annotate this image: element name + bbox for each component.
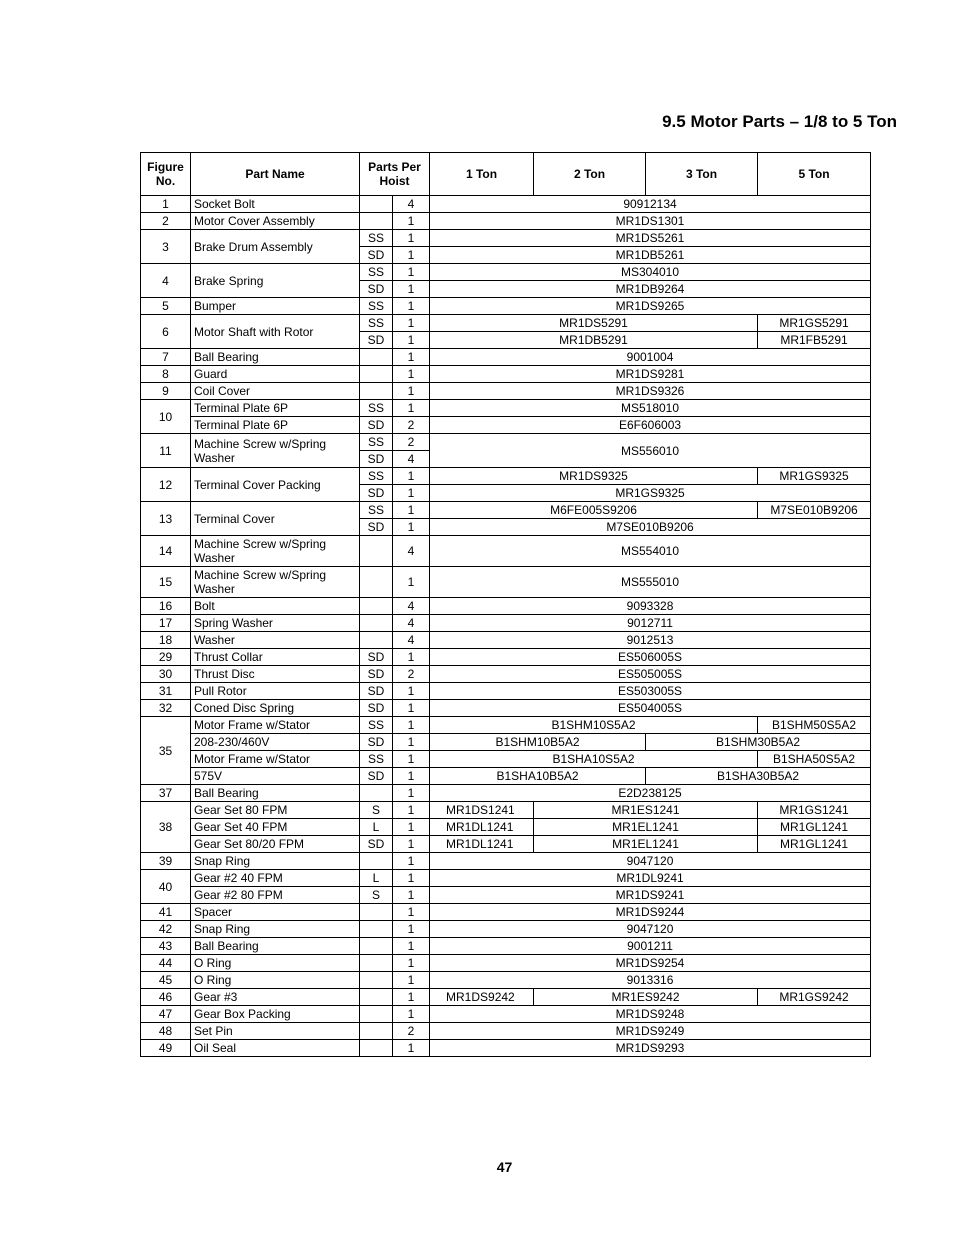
part-number-3-5-ton: B1SHM30B5A2 bbox=[646, 734, 871, 751]
page-number: 47 bbox=[496, 1159, 513, 1175]
figure-number: 9 bbox=[141, 383, 191, 400]
table-row bbox=[141, 298, 871, 315]
part-number-all-tons: E2D238125 bbox=[430, 785, 871, 802]
header-part-name: Part Name bbox=[191, 153, 360, 196]
figure-number: 46 bbox=[141, 989, 191, 1006]
parts-per-hoist: 1 bbox=[393, 349, 430, 366]
part-name: Gear Set 80/20 FPM bbox=[191, 836, 360, 853]
figure-number: 48 bbox=[141, 1023, 191, 1040]
part-name: Gear Box Packing bbox=[191, 1006, 360, 1023]
variant-code: SS bbox=[360, 315, 393, 332]
table-row bbox=[141, 434, 871, 451]
variant-code bbox=[360, 989, 393, 1006]
variant-code bbox=[360, 785, 393, 802]
variant-code: SS bbox=[360, 434, 393, 451]
figure-number: 8 bbox=[141, 366, 191, 383]
variant-code: SD bbox=[360, 332, 393, 349]
part-number-all-tons: ES504005S bbox=[430, 700, 871, 717]
table-row bbox=[141, 734, 871, 751]
part-number-1-ton: MR1DL1241 bbox=[430, 819, 534, 836]
table-row bbox=[141, 213, 871, 230]
part-name: Brake Spring bbox=[191, 264, 360, 298]
part-number-all-tons: 9047120 bbox=[430, 921, 871, 938]
part-number-all-tons: MR1DS5261 bbox=[430, 230, 871, 247]
figure-number: 38 bbox=[141, 802, 191, 853]
variant-code bbox=[360, 938, 393, 955]
parts-per-hoist: 1 bbox=[393, 870, 430, 887]
part-number-all-tons: 9047120 bbox=[430, 853, 871, 870]
part-number-all-tons: MR1DS1301 bbox=[430, 213, 871, 230]
part-number-all-tons: E6F606003 bbox=[430, 417, 871, 434]
part-name: Washer bbox=[191, 632, 360, 649]
table-row bbox=[141, 264, 871, 281]
parts-per-hoist: 1 bbox=[393, 485, 430, 502]
table-row bbox=[141, 567, 871, 598]
part-name: O Ring bbox=[191, 972, 360, 989]
part-name: Terminal Cover Packing bbox=[191, 468, 360, 502]
variant-code: SS bbox=[360, 717, 393, 734]
part-number-all-tons: 9001211 bbox=[430, 938, 871, 955]
variant-code bbox=[360, 196, 393, 213]
parts-per-hoist: 1 bbox=[393, 683, 430, 700]
part-number-5-ton: MR1GS1241 bbox=[758, 802, 871, 819]
parts-per-hoist: 4 bbox=[393, 615, 430, 632]
variant-code bbox=[360, 853, 393, 870]
part-number-5-ton: MR1GS9325 bbox=[758, 468, 871, 485]
part-name: Spring Washer bbox=[191, 615, 360, 632]
variant-code: SD bbox=[360, 519, 393, 536]
parts-per-hoist: 1 bbox=[393, 989, 430, 1006]
variant-code bbox=[360, 366, 393, 383]
part-name: Snap Ring bbox=[191, 853, 360, 870]
variant-code bbox=[360, 536, 393, 567]
part-name: Coil Cover bbox=[191, 383, 360, 400]
variant-code bbox=[360, 1023, 393, 1040]
variant-code bbox=[360, 1040, 393, 1057]
variant-code: L bbox=[360, 819, 393, 836]
parts-per-hoist: 1 bbox=[393, 853, 430, 870]
part-name: 208-230/460V bbox=[191, 734, 360, 751]
header-figure-no: Figure No. bbox=[141, 153, 191, 196]
variant-code: SS bbox=[360, 751, 393, 768]
variant-code: SD bbox=[360, 666, 393, 683]
variant-code: SD bbox=[360, 485, 393, 502]
page-title: 9.5 Motor Parts – 1/8 to 5 Ton bbox=[662, 112, 897, 131]
parts-per-hoist: 1 bbox=[393, 315, 430, 332]
parts-per-hoist: 4 bbox=[393, 536, 430, 567]
part-name: Gear #2 80 FPM bbox=[191, 887, 360, 904]
parts-per-hoist: 4 bbox=[393, 632, 430, 649]
part-number-1-ton: MR1DL1241 bbox=[430, 836, 534, 853]
table-row bbox=[141, 955, 871, 972]
part-number-all-tons: ES506005S bbox=[430, 649, 871, 666]
parts-per-hoist: 1 bbox=[393, 768, 430, 785]
part-name: Ball Bearing bbox=[191, 785, 360, 802]
header-2-ton: 2 Ton bbox=[534, 153, 646, 196]
parts-per-hoist: 1 bbox=[393, 519, 430, 536]
table-row bbox=[141, 887, 871, 904]
part-number-all-tons: MR1DB5261 bbox=[430, 247, 871, 264]
figure-number: 43 bbox=[141, 938, 191, 955]
part-name: Bolt bbox=[191, 598, 360, 615]
table-row bbox=[141, 751, 871, 768]
part-number-1-ton: MR1DS1241 bbox=[430, 802, 534, 819]
part-name: 575V bbox=[191, 768, 360, 785]
part-number-all-tons: MR1DS9241 bbox=[430, 887, 871, 904]
figure-number: 4 bbox=[141, 264, 191, 298]
part-number-5-ton: B1SHA50S5A2 bbox=[758, 751, 871, 768]
part-name: Gear Set 80 FPM bbox=[191, 802, 360, 819]
table-row bbox=[141, 768, 871, 785]
part-number-1-2-ton: B1SHM10B5A2 bbox=[430, 734, 646, 751]
parts-per-hoist: 1 bbox=[393, 734, 430, 751]
parts-per-hoist: 1 bbox=[393, 649, 430, 666]
part-number-all-tons: MR1DS9293 bbox=[430, 1040, 871, 1057]
parts-per-hoist: 1 bbox=[393, 717, 430, 734]
variant-code bbox=[360, 383, 393, 400]
figure-number: 37 bbox=[141, 785, 191, 802]
part-number-all-tons: MR1DB9264 bbox=[430, 281, 871, 298]
part-number-all-tons: MR1GS9325 bbox=[430, 485, 871, 502]
variant-code: SD bbox=[360, 768, 393, 785]
variant-code bbox=[360, 632, 393, 649]
table-row bbox=[141, 666, 871, 683]
part-number-all-tons: MR1DS9281 bbox=[430, 366, 871, 383]
figure-number: 2 bbox=[141, 213, 191, 230]
part-name: Ball Bearing bbox=[191, 349, 360, 366]
part-name: Gear #3 bbox=[191, 989, 360, 1006]
variant-code: SD bbox=[360, 451, 393, 468]
figure-number: 44 bbox=[141, 955, 191, 972]
part-name: Ball Bearing bbox=[191, 938, 360, 955]
parts-per-hoist: 1 bbox=[393, 802, 430, 819]
parts-per-hoist: 1 bbox=[393, 468, 430, 485]
figure-number: 31 bbox=[141, 683, 191, 700]
table-row bbox=[141, 717, 871, 734]
table-row bbox=[141, 836, 871, 853]
part-name: Thrust Disc bbox=[191, 666, 360, 683]
table-body bbox=[141, 196, 871, 1057]
variant-code bbox=[360, 904, 393, 921]
figure-number: 35 bbox=[141, 717, 191, 785]
figure-number: 39 bbox=[141, 853, 191, 870]
figure-number: 10 bbox=[141, 400, 191, 434]
part-number-1-3-ton: MR1DS9325 bbox=[430, 468, 758, 485]
part-name: Motor Shaft with Rotor bbox=[191, 315, 360, 349]
variant-code bbox=[360, 567, 393, 598]
parts-per-hoist: 1 bbox=[393, 567, 430, 598]
figure-number: 14 bbox=[141, 536, 191, 567]
part-number-all-tons: 90912134 bbox=[430, 196, 871, 213]
part-name: Snap Ring bbox=[191, 921, 360, 938]
figure-number: 15 bbox=[141, 567, 191, 598]
variant-code: L bbox=[360, 870, 393, 887]
figure-number: 11 bbox=[141, 434, 191, 468]
parts-per-hoist: 4 bbox=[393, 598, 430, 615]
part-name: Pull Rotor bbox=[191, 683, 360, 700]
table-row bbox=[141, 1040, 871, 1057]
parts-per-hoist: 2 bbox=[393, 666, 430, 683]
parts-per-hoist: 1 bbox=[393, 751, 430, 768]
part-number-all-tons: MS555010 bbox=[430, 567, 871, 598]
part-number-all-tons: MS554010 bbox=[430, 536, 871, 567]
part-name: Terminal Plate 6P bbox=[191, 417, 360, 434]
parts-per-hoist: 1 bbox=[393, 247, 430, 264]
figure-number: 12 bbox=[141, 468, 191, 502]
part-number-all-tons: MR1DS9244 bbox=[430, 904, 871, 921]
part-number-1-3-ton: MR1DS5291 bbox=[430, 315, 758, 332]
table-row bbox=[141, 632, 871, 649]
part-name: Motor Cover Assembly bbox=[191, 213, 360, 230]
variant-code bbox=[360, 598, 393, 615]
variant-code: S bbox=[360, 802, 393, 819]
header-1-ton: 1 Ton bbox=[430, 153, 534, 196]
figure-number: 29 bbox=[141, 649, 191, 666]
part-number-all-tons: 9001004 bbox=[430, 349, 871, 366]
part-number-3-5-ton: B1SHA30B5A2 bbox=[646, 768, 871, 785]
parts-per-hoist: 1 bbox=[393, 383, 430, 400]
parts-per-hoist: 1 bbox=[393, 213, 430, 230]
part-name: Brake Drum Assembly bbox=[191, 230, 360, 264]
figure-number: 41 bbox=[141, 904, 191, 921]
part-number-all-tons: MR1DS9248 bbox=[430, 1006, 871, 1023]
parts-per-hoist: 1 bbox=[393, 785, 430, 802]
motor-parts-table bbox=[140, 152, 871, 1057]
part-number-all-tons: ES505005S bbox=[430, 666, 871, 683]
variant-code: SD bbox=[360, 683, 393, 700]
variant-code: SS bbox=[360, 400, 393, 417]
part-name: Motor Frame w/Stator bbox=[191, 717, 360, 734]
parts-per-hoist: 1 bbox=[393, 298, 430, 315]
table-row bbox=[141, 870, 871, 887]
table-header-row bbox=[141, 153, 871, 196]
table-row bbox=[141, 853, 871, 870]
part-number-1-3-ton: B1SHM10S5A2 bbox=[430, 717, 758, 734]
variant-code bbox=[360, 349, 393, 366]
parts-per-hoist: 1 bbox=[393, 904, 430, 921]
part-number-all-tons: MS518010 bbox=[430, 400, 871, 417]
part-name: Thrust Collar bbox=[191, 649, 360, 666]
part-number-all-tons: 9093328 bbox=[430, 598, 871, 615]
part-number-all-tons: M7SE010B9206 bbox=[430, 519, 871, 536]
parts-per-hoist: 1 bbox=[393, 972, 430, 989]
part-name: Motor Frame w/Stator bbox=[191, 751, 360, 768]
part-number-5-ton: M7SE010B9206 bbox=[758, 502, 871, 519]
part-number-5-ton: MR1GS5291 bbox=[758, 315, 871, 332]
figure-number: 18 bbox=[141, 632, 191, 649]
table-row bbox=[141, 366, 871, 383]
variant-code: SD bbox=[360, 247, 393, 264]
variant-code: SS bbox=[360, 230, 393, 247]
figure-number: 7 bbox=[141, 349, 191, 366]
part-number-all-tons: MR1DS9326 bbox=[430, 383, 871, 400]
part-number-all-tons: MR1DS9254 bbox=[430, 955, 871, 972]
parts-per-hoist: 2 bbox=[393, 434, 430, 451]
table-row bbox=[141, 502, 871, 519]
table-row bbox=[141, 904, 871, 921]
parts-per-hoist: 1 bbox=[393, 836, 430, 853]
variant-code: SD bbox=[360, 417, 393, 434]
part-number-1-3-ton: M6FE005S9206 bbox=[430, 502, 758, 519]
parts-per-hoist: 1 bbox=[393, 887, 430, 904]
table-row bbox=[141, 700, 871, 717]
figure-number: 13 bbox=[141, 502, 191, 536]
part-number-1-ton: MR1DS9242 bbox=[430, 989, 534, 1006]
parts-per-hoist: 1 bbox=[393, 230, 430, 247]
figure-number: 1 bbox=[141, 196, 191, 213]
variant-code: SS bbox=[360, 468, 393, 485]
part-name: Gear Set 40 FPM bbox=[191, 819, 360, 836]
parts-per-hoist: 1 bbox=[393, 819, 430, 836]
parts-per-hoist: 2 bbox=[393, 1023, 430, 1040]
figure-number: 47 bbox=[141, 1006, 191, 1023]
part-number-5-ton: MR1GL1241 bbox=[758, 819, 871, 836]
table-row bbox=[141, 921, 871, 938]
parts-per-hoist: 1 bbox=[393, 921, 430, 938]
figure-number: 17 bbox=[141, 615, 191, 632]
variant-code: SS bbox=[360, 264, 393, 281]
part-number-2-3-ton: MR1EL1241 bbox=[534, 836, 758, 853]
part-number-all-tons: MS304010 bbox=[430, 264, 871, 281]
part-number-2-3-ton: MR1ES1241 bbox=[534, 802, 758, 819]
parts-per-hoist: 1 bbox=[393, 332, 430, 349]
part-number-2-3-ton: MR1ES9242 bbox=[534, 989, 758, 1006]
part-name: Terminal Cover bbox=[191, 502, 360, 536]
parts-per-hoist: 1 bbox=[393, 264, 430, 281]
parts-per-hoist: 1 bbox=[393, 281, 430, 298]
part-name: Machine Screw w/Spring Washer bbox=[191, 567, 360, 598]
parts-per-hoist: 1 bbox=[393, 400, 430, 417]
table-row bbox=[141, 683, 871, 700]
figure-number: 30 bbox=[141, 666, 191, 683]
figure-number: 49 bbox=[141, 1040, 191, 1057]
figure-number: 5 bbox=[141, 298, 191, 315]
variant-code: SD bbox=[360, 700, 393, 717]
table-row bbox=[141, 468, 871, 485]
table-row bbox=[141, 417, 871, 434]
table-row bbox=[141, 972, 871, 989]
variant-code: SD bbox=[360, 836, 393, 853]
table-row bbox=[141, 536, 871, 567]
variant-code bbox=[360, 921, 393, 938]
parts-per-hoist: 1 bbox=[393, 938, 430, 955]
variant-code: S bbox=[360, 887, 393, 904]
table-row bbox=[141, 1006, 871, 1023]
table-row bbox=[141, 400, 871, 417]
variant-code: SS bbox=[360, 298, 393, 315]
figure-number: 45 bbox=[141, 972, 191, 989]
parts-per-hoist: 1 bbox=[393, 1006, 430, 1023]
header-parts-per-hoist: Parts Per Hoist bbox=[360, 153, 430, 196]
part-name: Coned Disc Spring bbox=[191, 700, 360, 717]
variant-code: SD bbox=[360, 649, 393, 666]
part-name: Gear #2 40 FPM bbox=[191, 870, 360, 887]
part-number-all-tons: ES503005S bbox=[430, 683, 871, 700]
parts-per-hoist: 1 bbox=[393, 955, 430, 972]
table-row bbox=[141, 598, 871, 615]
part-name: Bumper bbox=[191, 298, 360, 315]
part-number-all-tons: MS556010 bbox=[430, 434, 871, 468]
part-name: Guard bbox=[191, 366, 360, 383]
table-row bbox=[141, 819, 871, 836]
header-5-ton: 5 Ton bbox=[758, 153, 871, 196]
figure-number: 42 bbox=[141, 921, 191, 938]
table-row bbox=[141, 349, 871, 366]
parts-per-hoist: 1 bbox=[393, 502, 430, 519]
part-name: Machine Screw w/Spring Washer bbox=[191, 434, 360, 468]
variant-code bbox=[360, 1006, 393, 1023]
part-number-all-tons: 9012513 bbox=[430, 632, 871, 649]
parts-per-hoist: 1 bbox=[393, 366, 430, 383]
part-number-all-tons: 9012711 bbox=[430, 615, 871, 632]
table-row bbox=[141, 383, 871, 400]
variant-code bbox=[360, 972, 393, 989]
table-row bbox=[141, 196, 871, 213]
part-number-5-ton: MR1FB5291 bbox=[758, 332, 871, 349]
header-3-ton: 3 Ton bbox=[646, 153, 758, 196]
part-number-2-3-ton: MR1EL1241 bbox=[534, 819, 758, 836]
part-number-1-2-ton: B1SHA10B5A2 bbox=[430, 768, 646, 785]
table-row bbox=[141, 802, 871, 819]
part-name: Spacer bbox=[191, 904, 360, 921]
table-row bbox=[141, 230, 871, 247]
part-number-all-tons: MR1DL9241 bbox=[430, 870, 871, 887]
variant-code: SS bbox=[360, 502, 393, 519]
variant-code bbox=[360, 955, 393, 972]
parts-per-hoist: 2 bbox=[393, 417, 430, 434]
table-row bbox=[141, 649, 871, 666]
variant-code: SD bbox=[360, 281, 393, 298]
figure-number: 32 bbox=[141, 700, 191, 717]
parts-per-hoist: 1 bbox=[393, 700, 430, 717]
part-number-5-ton: MR1GL1241 bbox=[758, 836, 871, 853]
part-number-all-tons: 9013316 bbox=[430, 972, 871, 989]
figure-number: 16 bbox=[141, 598, 191, 615]
part-number-5-ton: MR1GS9242 bbox=[758, 989, 871, 1006]
part-name: Terminal Plate 6P bbox=[191, 400, 360, 417]
table-row bbox=[141, 938, 871, 955]
figure-number: 6 bbox=[141, 315, 191, 349]
part-name: Oil Seal bbox=[191, 1040, 360, 1057]
figure-number: 3 bbox=[141, 230, 191, 264]
part-number-1-3-ton: B1SHA10S5A2 bbox=[430, 751, 758, 768]
variant-code: SD bbox=[360, 734, 393, 751]
table-row bbox=[141, 315, 871, 332]
parts-per-hoist: 4 bbox=[393, 196, 430, 213]
figure-number: 40 bbox=[141, 870, 191, 904]
table-row bbox=[141, 615, 871, 632]
part-number-1-3-ton: MR1DB5291 bbox=[430, 332, 758, 349]
part-number-all-tons: MR1DS9249 bbox=[430, 1023, 871, 1040]
part-name: Socket Bolt bbox=[191, 196, 360, 213]
part-name: O Ring bbox=[191, 955, 360, 972]
table-row bbox=[141, 1023, 871, 1040]
table-row bbox=[141, 785, 871, 802]
part-number-all-tons: MR1DS9265 bbox=[430, 298, 871, 315]
variant-code bbox=[360, 213, 393, 230]
parts-per-hoist: 4 bbox=[393, 451, 430, 468]
part-name: Set Pin bbox=[191, 1023, 360, 1040]
part-name: Machine Screw w/Spring Washer bbox=[191, 536, 360, 567]
table-row bbox=[141, 989, 871, 1006]
variant-code bbox=[360, 615, 393, 632]
part-number-5-ton: B1SHM50S5A2 bbox=[758, 717, 871, 734]
parts-per-hoist: 1 bbox=[393, 1040, 430, 1057]
